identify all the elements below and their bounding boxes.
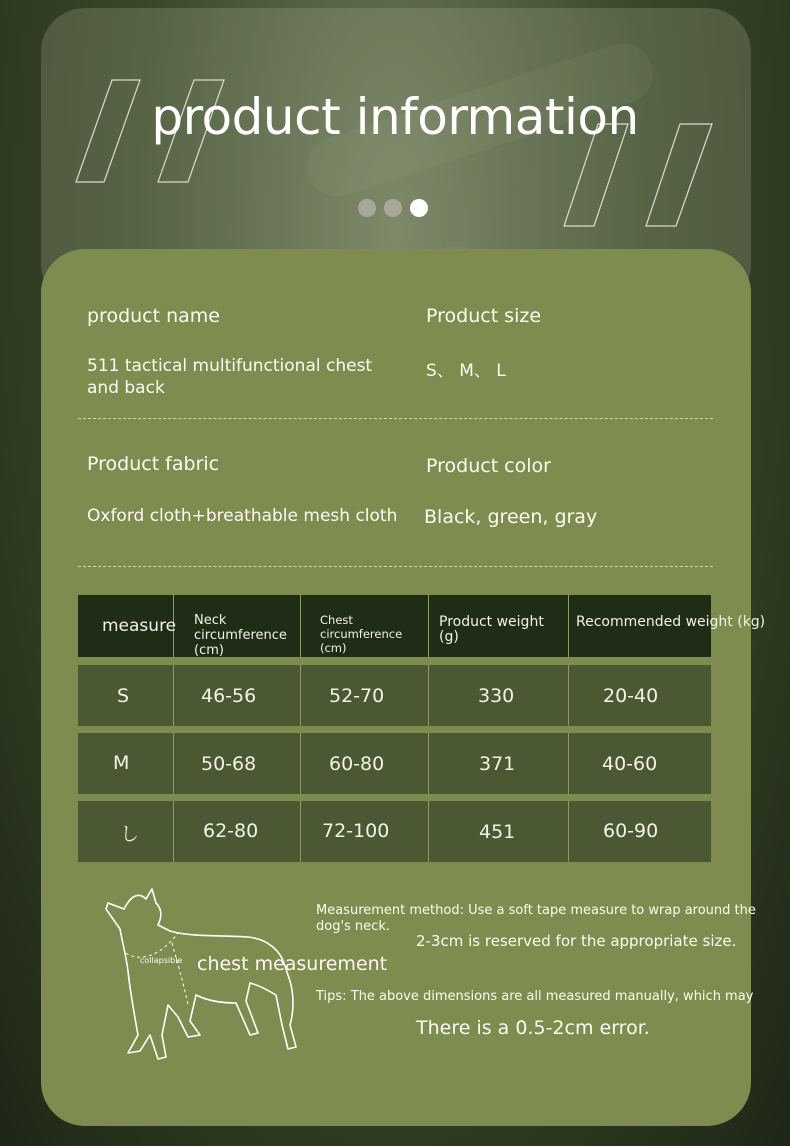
table-cell: 60-90 xyxy=(603,820,659,842)
reserve-note: 2-3cm is reserved for the appropriate size. xyxy=(416,932,737,950)
table-cell: 20-40 xyxy=(603,685,659,707)
product-color-label: Product color xyxy=(426,455,551,477)
table-cell: S xyxy=(78,665,174,726)
product-fabric-value: Oxford cloth+breathable mesh cloth xyxy=(87,506,398,526)
table-header-cell: Neck circumference (cm) xyxy=(174,595,301,657)
divider xyxy=(78,418,713,419)
table-cell: M xyxy=(78,733,174,794)
carousel-dot-active[interactable] xyxy=(410,199,428,217)
table-cell: し xyxy=(78,801,174,862)
table-cell: 50-68 xyxy=(174,733,301,794)
measurement-method-note: Measurement method: Use a soft tape measure to wrap around the dog's neck. xyxy=(316,903,756,934)
product-name-label: product name xyxy=(87,305,220,327)
table-cell: 371 xyxy=(429,733,569,794)
table-cell: 40-60 xyxy=(602,753,658,775)
table-header-row xyxy=(78,595,766,658)
table-cell: 46-56 xyxy=(174,665,301,726)
table-row xyxy=(78,733,711,794)
table-cell: 52-70 xyxy=(301,665,429,726)
table-header-cell: Chest circumference (cm) xyxy=(301,595,429,657)
tips-note: Tips: The above dimensions are all measured manually, which may xyxy=(316,989,754,1004)
product-fabric-label: Product fabric xyxy=(87,453,220,475)
carousel-dot[interactable] xyxy=(384,199,402,217)
divider xyxy=(78,566,713,567)
product-size-value: S、 M、 L xyxy=(426,361,506,381)
dog-outline-icon xyxy=(100,885,300,1065)
product-color-value: Black, green, gray xyxy=(424,506,598,528)
table-cell: 62-80 xyxy=(174,801,301,862)
carousel-dots xyxy=(358,199,428,217)
table-row xyxy=(78,801,711,862)
product-name-value: 511 tactical multifunctional chest and back xyxy=(87,356,373,398)
table-header-cell: Product weight (g) xyxy=(429,595,569,657)
table-header-cell: Recommended weight (kg) xyxy=(576,614,766,630)
error-note: There is a 0.5-2cm error. xyxy=(416,1017,650,1039)
chest-measurement-label: chest measurement xyxy=(197,953,388,975)
carousel-dot[interactable] xyxy=(358,199,376,217)
table-cell: 330 xyxy=(429,665,569,726)
table-row xyxy=(78,665,711,726)
table-cell: 60-80 xyxy=(301,733,429,794)
product-size-label: Product size xyxy=(426,305,542,327)
collapsible-label: collapsible xyxy=(140,956,183,965)
table-cell: 72-100 xyxy=(301,801,429,862)
table-cell: 451 xyxy=(429,801,569,862)
table-header-cell: measure xyxy=(78,595,174,657)
page-title: product information xyxy=(151,88,639,146)
